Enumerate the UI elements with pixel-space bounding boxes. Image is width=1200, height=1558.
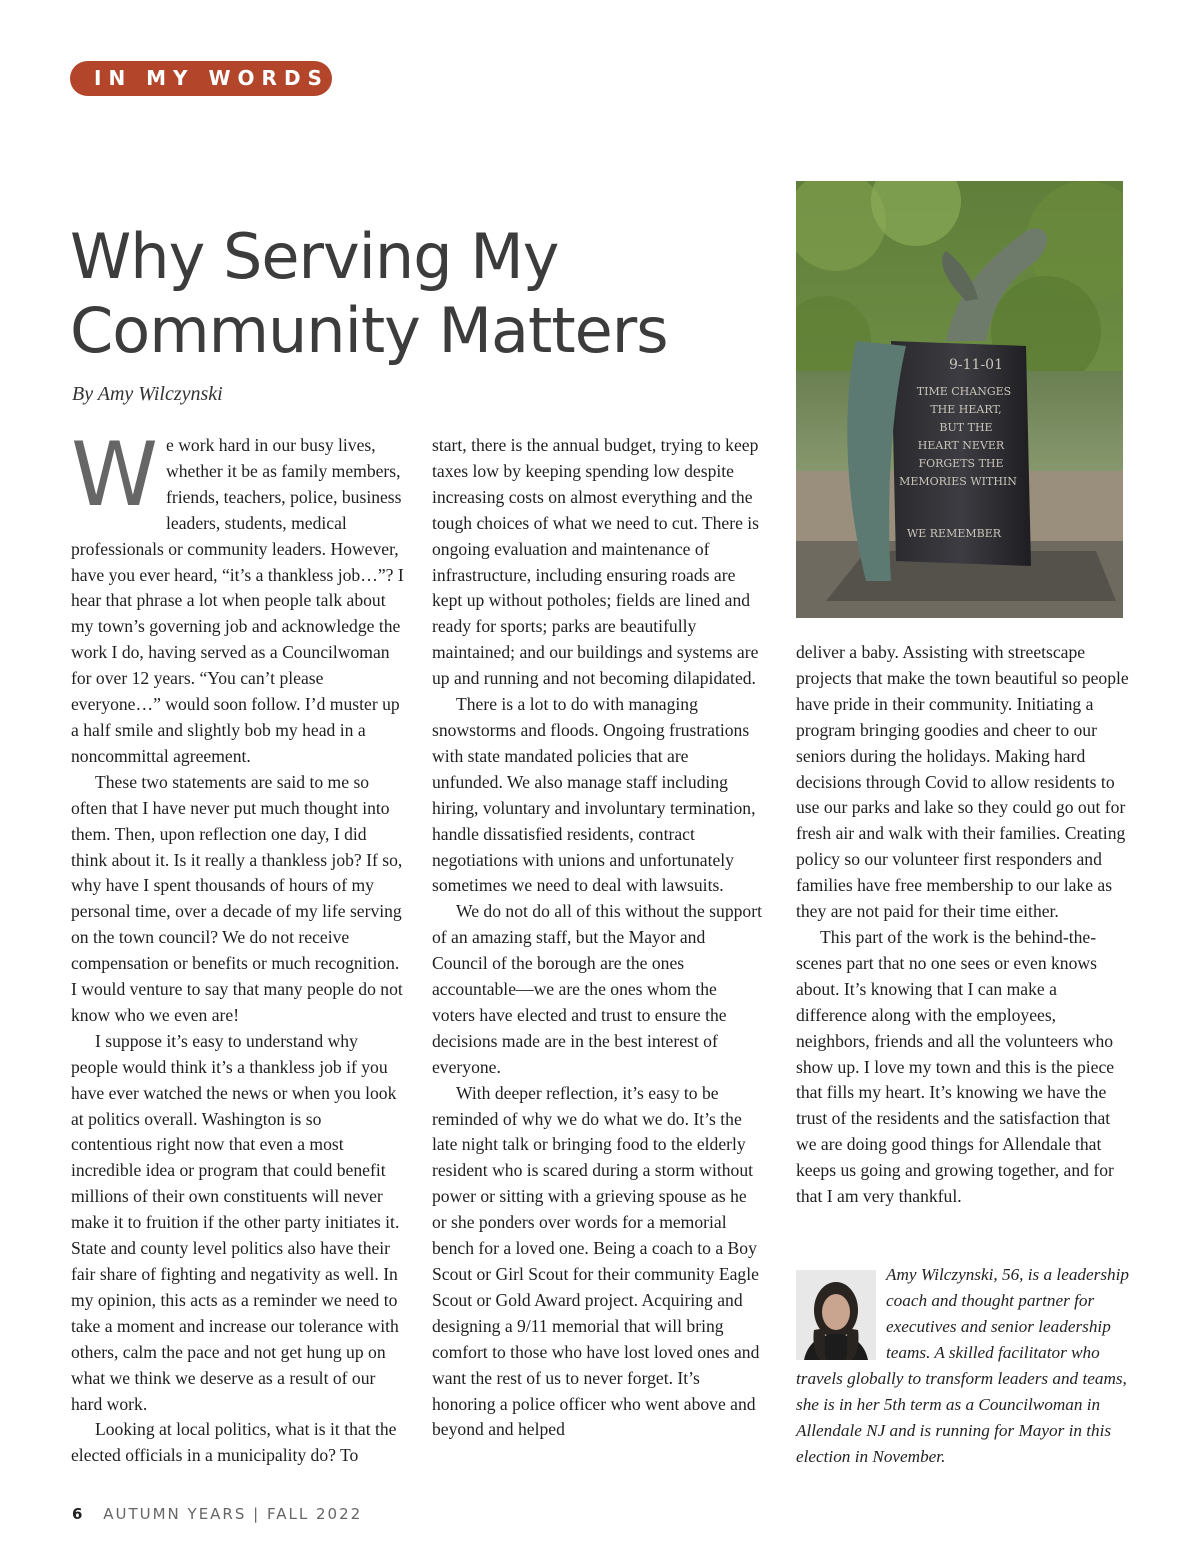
page-number: 6 <box>72 1505 83 1523</box>
article-column-3 <box>796 640 1132 1210</box>
memorial-photo <box>796 181 1123 618</box>
article-paragraph: Looking at local politics, what is it that the elected officials in a municipality do? To <box>71 1419 397 1466</box>
inscription-line: THE HEART, <box>930 403 1002 416</box>
article-paragraph: These two statements are said to me so often that I have never put much thought into them. Then, upon reflection one day, I did think about it. Is it really a thankless job? If so, why have I spent thousands of hours of my personal time, over a decade of my life serving on the town council? We do not receive compensation or benefits or much recognition. I would venture to say that many people do not know who we even are! <box>71 771 403 1025</box>
inscription-line: MEMORIES WITHIN <box>899 475 1017 488</box>
section-tag: IN MY WORDS <box>70 61 332 96</box>
inscription-line: BUT THE <box>939 421 993 434</box>
article-title: Why Serving My Community Matters <box>70 220 668 367</box>
article-paragraph: With deeper reflection, it’s easy to be reminded of why we do what we do. It’s the late night talk or bringing food to the elderly resident who is scared during a storm without power or sitting with a grieving spouse as he or she ponders over words for a memorial bench for a loved one. Being a coach to a Boy Scout or Girl Scout for their community Eagle Scout or Gold Award project. Acquiring and designing a 9/11 memorial that will bring comfort to those who have lost loved ones and want the rest of us to never forget. It’s honoring a police officer who went above and beyond and helped <box>432 1082 760 1440</box>
publication-name: AUTUMN YEARS <box>103 1505 247 1523</box>
inscription-line: HEART NEVER <box>917 439 1005 452</box>
article-column-1 <box>71 423 406 1469</box>
inscription-line: TIME CHANGES <box>916 385 1012 398</box>
inscription-line: FORGETS THE <box>918 457 1004 470</box>
issue-date: FALL 2022 <box>267 1505 363 1523</box>
article-byline: By Amy Wilczynski <box>72 383 223 405</box>
author-bio <box>796 1262 1132 1470</box>
article-paragraph: We work hard in our busy lives, whether it be as family members, friends, teachers, police, business leaders, students, medical professionals or community leaders. However, have you ever heard, “it’s a thankless job…”? I hear that phrase a lot when people talk about my town’s governing job and acknowledge the work I do, having served as a Councilwoman for over 12 years. “You can’t please everyone…” would soon follow. I’d muster up a half smile and slightly bob my head in a noncommittal agreement. <box>71 423 404 766</box>
inscription-line: 9-11-01 <box>949 357 1003 373</box>
inscription-line: WE REMEMBER <box>906 527 1002 540</box>
article-paragraph: I suppose it’s easy to understand why people would think it’s a thankless job if you have ever watched the news or when you look at politics overall. Washington is so contentious right now that even a most incredible idea or program that could benefit millions of their own constituents will never make it to fruition if the other party initiates it. State and county level politics also have their fair share of fighting and negativity as well. In my opinion, this acts as a reminder we need to take a moment and increase our tolerance with others, calm the pace and not get hung up on what we think we deserve as a result of our hard work. <box>71 1030 400 1414</box>
article-paragraph: start, there is the annual budget, trying to keep taxes low by keeping spending low despite increasing costs on almost everything and the tough choices of what we need to cut. There is ongoing evaluation and maintenance of infrastructure, including ensuring roads are kept up without potholes; fields are lined and ready for sports; parks are beautifully maintained; and our buildings and systems are up and running and not becoming dilapidated. <box>432 435 760 689</box>
drop-cap: W <box>71 423 159 526</box>
article-paragraph: There is a lot to do with managing snowstorms and floods. Ongoing frustrations with state mandated policies that are unfunded. We also manage staff including hiring, voluntary and involuntary termination, handle dissatisfied residents, contract negotiations with unions and unfortunately sometimes we need to deal with lawsuits. <box>432 694 756 896</box>
footer-separator: | <box>253 1505 261 1523</box>
page-footer <box>72 1505 362 1523</box>
article-paragraph: This part of the work is the behind-the-scenes part that no one sees or even knows about. It’s knowing that I can make a difference along with the employees, neighbors, friends and all the volunteers who show up. I love my town and this is the piece that fills my heart. It’s knowing we have the trust of the residents and the satisfaction that we are doing good things for Allendale that keeps us going and growing together, and for that I am very thankful. <box>796 926 1115 1207</box>
article-paragraph: deliver a baby. Assisting with streetscape projects that make the town beautiful so people have pride in their community. Initiating a program bringing goodies and cheer to our seniors during the holidays. Making hard decisions through Covid to allow residents to use our parks and lake so they could go out for fresh air and walk with their families. Creating policy so our volunteer first responders and families have free membership to our lake as they are not paid for their time either. <box>796 642 1129 922</box>
author-bio-text: Amy Wilczynski, 56, is a leadership coach and thought partner for executives and senior leadership teams. A skilled facilitator who travels globally to transform leaders and teams, she is in her 5th term as a Councilwoman in Allendale NJ and is running for Mayor in this election in November. <box>796 1265 1129 1466</box>
article-paragraph: We do not do all of this without the support of an amazing staff, but the Mayor and Council of the borough are the ones accountable—we are the ones whom the voters have elected and trust to ensure the decisions made are in the best interest of everyone. <box>432 901 762 1077</box>
article-column-2 <box>432 433 762 1443</box>
author-headshot <box>796 1270 876 1360</box>
